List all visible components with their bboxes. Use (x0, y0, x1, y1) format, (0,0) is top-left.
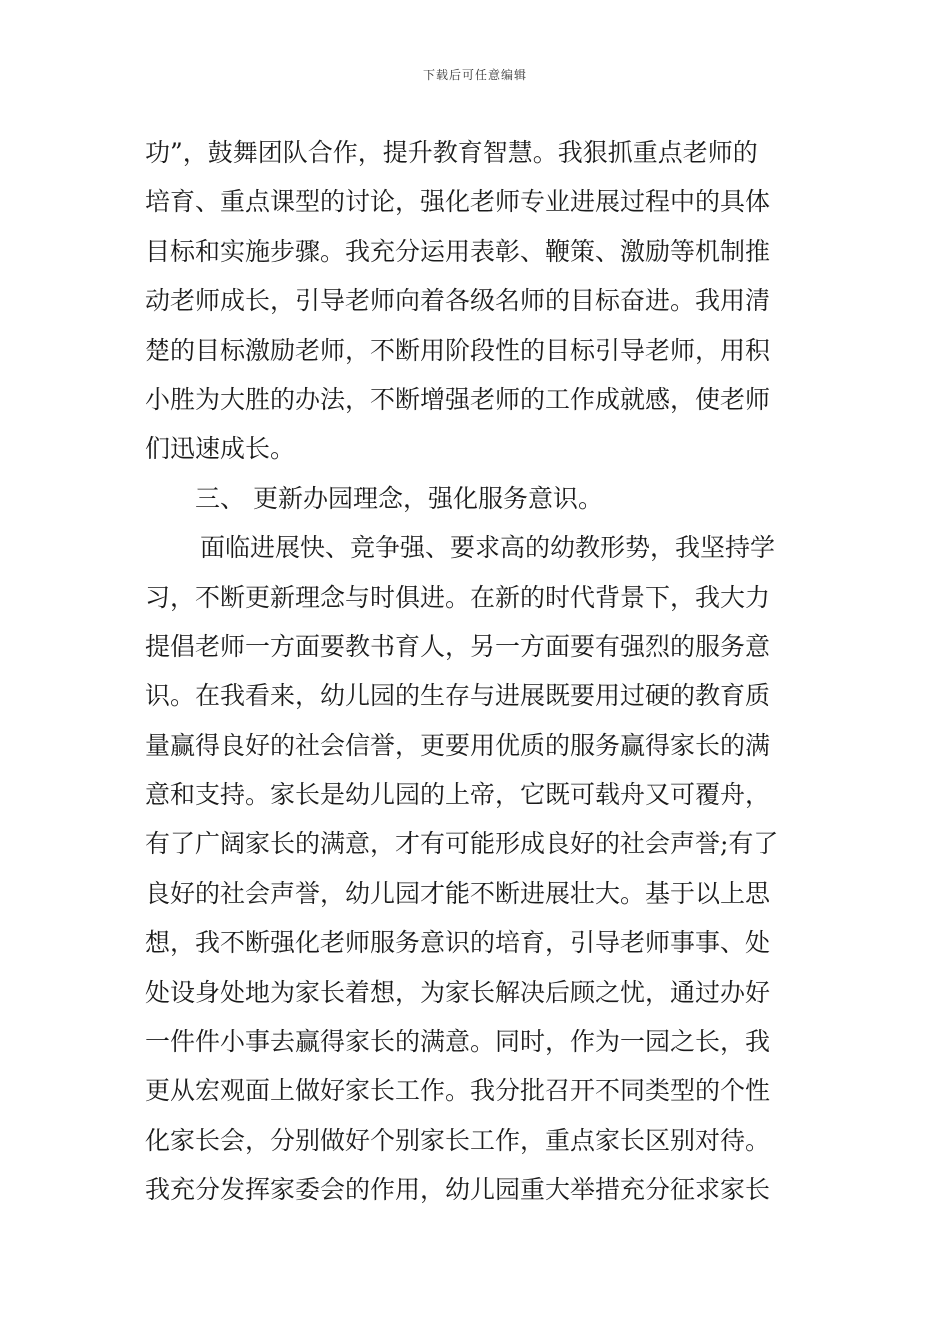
text-line: 习，不断更新理念与时俱进。在新的时代背景下，我大力 (145, 582, 771, 612)
text-line: 们迅速成长。 (145, 434, 296, 464)
text-line: 化家长会，分别做好个别家长工作，重点家长区别对待。 (145, 1125, 771, 1155)
body-text (145, 128, 810, 1215)
text-line: 目标和实施步骤。我充分运用表彰、鞭策、激励等机制推 (145, 236, 771, 266)
text-line: 动老师成长，引导老师向着各级名师的目标奋进。我用清 (145, 286, 771, 316)
text-line: 我充分发挥家委会的作用，幼儿园重大举措充分征求家长 (145, 1175, 771, 1205)
text-line: 处设身处地为家长着想，为家长解决后顾之忧，通过办好 (145, 977, 771, 1007)
paragraph-first-line: 面临进展快、竞争强、要求高的幼教形势，我坚持学 (200, 533, 776, 563)
text-line: 培育、重点课型的讨论，强化老师专业进展过程中的具体 (145, 187, 771, 217)
text-line: 更从宏观面上做好家长工作。我分批召开不同类型的个性 (145, 1076, 771, 1106)
text-line: 识。在我看来，幼儿园的生存与进展既要用过硬的教育质 (145, 681, 771, 711)
text-line: 一件件小事去赢得家长的满意。同时，作为一园之长，我 (145, 1027, 771, 1057)
text-line: 有了广阔家长的满意，才有可能形成良好的社会声誉;有了 (145, 829, 779, 859)
text-line: 想，我不断强化老师服务意识的培育，引导老师事事、处 (145, 928, 771, 958)
text-line: 楚的目标激励老师，不断用阶段性的目标引导老师，用积 (145, 335, 771, 365)
text-line: 意和支持。家长是幼儿园的上帝，它既可载舟又可覆舟， (145, 780, 771, 810)
text-line: 功”，鼓舞团队合作，提升教育智慧。我狠抓重点老师的 (145, 138, 758, 167)
text-line: 小胜为大胜的办法，不断增强老师的工作成就感，使老师 (145, 384, 771, 414)
text-line: 良好的社会声誉，幼儿园才能不断进展壮大。基于以上思 (145, 878, 771, 908)
text-line: 量赢得良好的社会信誉，更要用优质的服务赢得家长的满 (145, 730, 771, 760)
text-line: 提倡老师一方面要教书育人，另一方面要有强烈的服务意 (145, 631, 771, 661)
section-heading: 三、 更新办园理念，强化服务意识。 (195, 483, 603, 513)
page-header: 下载后可任意编辑 (422, 68, 527, 82)
